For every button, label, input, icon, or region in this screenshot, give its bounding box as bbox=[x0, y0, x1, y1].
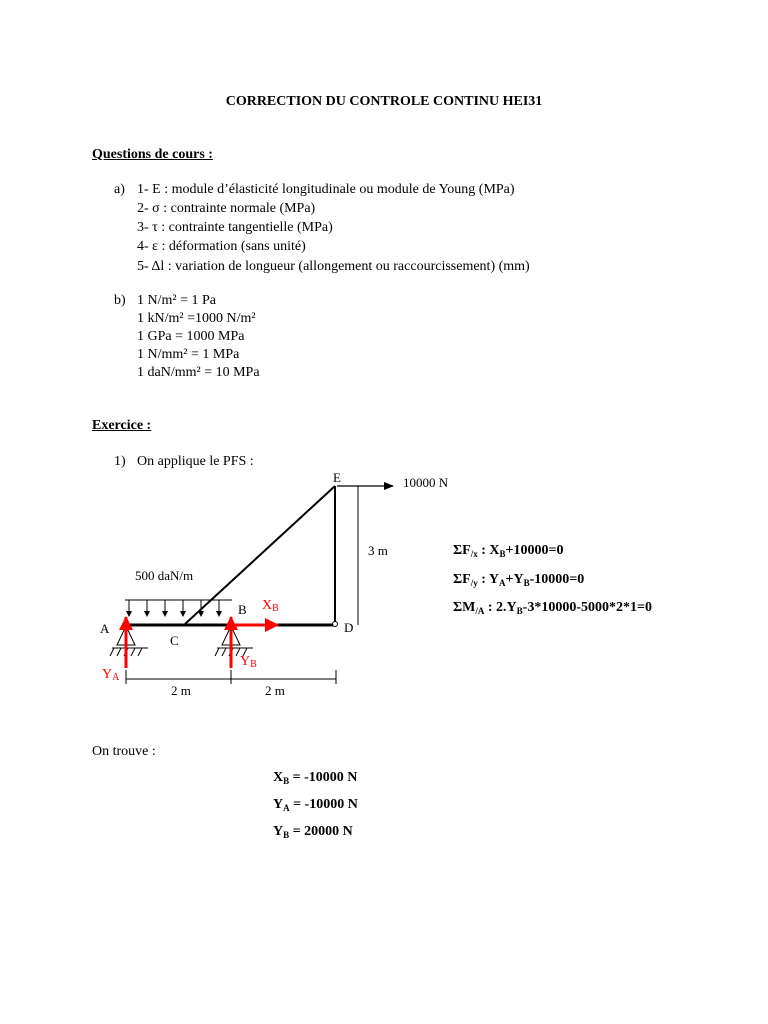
label-point-d: D bbox=[344, 620, 354, 635]
label-point-c: C bbox=[170, 633, 179, 648]
label-yb: YB bbox=[240, 654, 257, 670]
step-1-text: On applique le PFS : bbox=[137, 454, 254, 469]
part-b-item-4: 1 N/mm² = 1 MPa bbox=[137, 347, 240, 362]
label-point-b: B bbox=[238, 602, 247, 617]
part-a-item-4: 4- ε : déformation (sans unité) bbox=[137, 239, 306, 254]
joint-d-icon bbox=[333, 622, 338, 627]
part-a-item-5: 5- Δl : variation de longueur (allongement ou raccourcissement) (mm) bbox=[137, 259, 530, 274]
questions-heading: Questions de cours : bbox=[92, 147, 213, 162]
label-point-a: A bbox=[100, 621, 110, 636]
label-dim-right: 2 m bbox=[265, 683, 285, 698]
part-b-item-5: 1 daN/mm² = 10 MPa bbox=[137, 365, 260, 380]
step-1-marker: 1) bbox=[114, 454, 126, 469]
on-trouve-label: On trouve : bbox=[92, 744, 156, 759]
label-xb: XB bbox=[262, 598, 279, 614]
support-b-icon bbox=[215, 626, 253, 656]
result-xb: $X_B = -10000$ N bbox=[273, 770, 358, 786]
equation-sum-fy: $\Sigma F_{/y}$ : $Y_A+Y_B-10000=0$ bbox=[453, 572, 585, 588]
part-a-marker: a) bbox=[114, 182, 125, 197]
result-yb: $Y_B = 20000$ N bbox=[273, 824, 353, 840]
part-b-item-2: 1 kN/m² =1000 N/m² bbox=[137, 311, 256, 326]
label-force-10000: 10000 N bbox=[403, 475, 449, 490]
part-b-item-3: 1 GPa = 1000 MPa bbox=[137, 329, 245, 344]
support-a-icon bbox=[110, 626, 148, 656]
distributed-load bbox=[125, 600, 232, 616]
document-title: CORRECTION DU CONTROLE CONTINU HEI31 bbox=[225, 94, 543, 109]
equation-sum-ma: $\Sigma M_{/A}$ : $2.Y_B-3*10000-5000*2*1=0$ bbox=[453, 600, 652, 616]
diagonal-ce bbox=[185, 486, 335, 624]
label-point-e: E bbox=[333, 470, 341, 485]
exercise-heading: Exercice : bbox=[92, 418, 152, 433]
part-a-item-3: 3- τ : contrainte tangentielle (MPa) bbox=[137, 220, 333, 235]
part-a-item-2: 2- σ : contrainte normale (MPa) bbox=[137, 201, 316, 216]
part-b-marker: b) bbox=[114, 293, 126, 308]
label-load: 500 daN/m bbox=[135, 568, 194, 583]
equation-sum-fx: $\Sigma F_{/x}$ : $X_B+10000=0$ bbox=[453, 543, 564, 559]
part-a-item-1: 1- E : module d’élasticité longitudinale ou module de Young (MPa) bbox=[137, 182, 515, 197]
label-dim-left: 2 m bbox=[171, 683, 191, 698]
part-b-item-1: 1 N/m² = 1 Pa bbox=[137, 293, 216, 308]
result-ya: $Y_A = -10000$ N bbox=[273, 797, 358, 813]
label-height-3m: 3 m bbox=[368, 543, 388, 558]
label-ya: YA bbox=[102, 667, 120, 683]
